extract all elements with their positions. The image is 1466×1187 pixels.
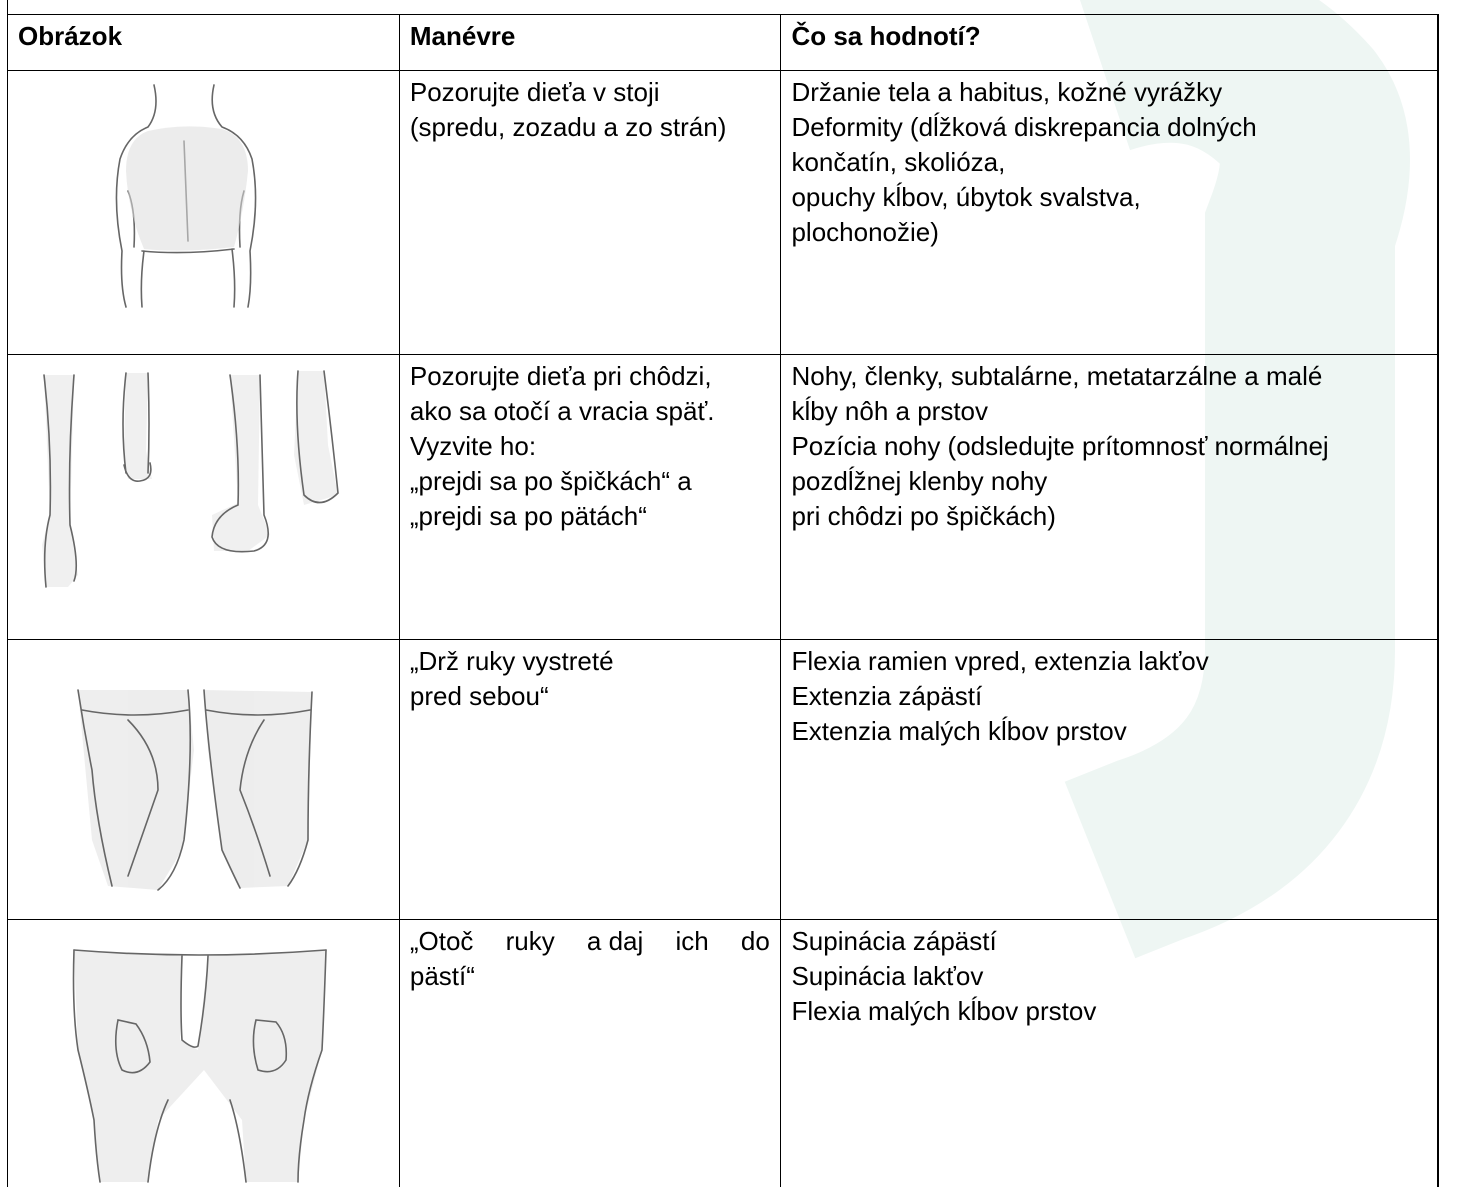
- header-maneuver: Manévre: [399, 15, 781, 71]
- header-evaluated: Čo sa hodnotí?: [781, 15, 1438, 71]
- maneuver-cell: [399, 355, 781, 640]
- evaluated-cell: [781, 71, 1438, 355]
- image-cell: [8, 355, 400, 640]
- evaluated-line: pozdĺžnej klenby nohy: [791, 466, 1048, 496]
- image-cell: [8, 640, 400, 920]
- maneuver-line: Pozorujte dieťa v stoji: [409, 77, 660, 107]
- exam-table: [7, 14, 1438, 1187]
- maneuver-cell: [399, 71, 781, 355]
- evaluated-line: opuchy kĺbov, úbytok svalstva,: [791, 182, 1141, 212]
- header-image: Obrázok: [8, 15, 400, 71]
- image-cell: [8, 71, 400, 355]
- maneuver-line: „prejdi sa po pätách“: [409, 501, 647, 531]
- hands-extended-icon: [8, 640, 390, 919]
- evaluated-cell: [781, 920, 1438, 1187]
- maneuver-line: (spredu, zozadu a zo strán): [409, 112, 727, 142]
- evaluated-line: Držanie tela a habitus, kožné vyrážky: [791, 77, 1223, 107]
- top-left-rule: [7, 0, 8, 14]
- maneuver-word: „Otoč: [409, 926, 474, 956]
- maneuver-word: ich: [675, 926, 709, 956]
- table-row: [8, 71, 1438, 355]
- maneuver-line: pästí“: [409, 961, 475, 991]
- evaluated-line: Deformity (dĺžková diskrepancia dolných: [791, 112, 1257, 142]
- child-back-standing-icon: [8, 71, 390, 354]
- evaluated-line: Supinácia zápästí: [791, 926, 997, 956]
- evaluated-line: pri chôdzi po špičkách): [791, 501, 1056, 531]
- maneuver-word: do: [740, 926, 770, 956]
- legs-feet-walking-icon: [8, 355, 390, 639]
- maneuver-line: „prejdi sa po špičkách“ a: [409, 466, 692, 496]
- maneuver-cell: [399, 640, 781, 920]
- maneuver-line: Vyzvite ho:: [409, 431, 537, 461]
- table-row: [8, 640, 1438, 920]
- evaluated-line: končatín, skolióza,: [791, 147, 1006, 177]
- image-cell: [8, 920, 400, 1187]
- maneuver-cell: [399, 920, 781, 1187]
- evaluated-cell: [781, 355, 1438, 640]
- evaluated-line: Extenzia zápästí: [791, 681, 983, 711]
- table-row: [8, 920, 1438, 1187]
- right-rule: [1438, 14, 1439, 1187]
- maneuver-line: [410, 924, 770, 959]
- maneuver-line: Pozorujte dieťa pri chôdzi,: [409, 361, 712, 391]
- maneuver-line: pred sebou“: [409, 681, 549, 711]
- hands-fists-icon: [8, 920, 390, 1187]
- maneuver-line: „Drž ruky vystreté: [409, 646, 614, 676]
- maneuver-line: ako sa otočí a vracia späť.: [409, 396, 715, 426]
- evaluated-line: Extenzia malých kĺbov prstov: [791, 716, 1127, 746]
- evaluated-cell: [781, 640, 1438, 920]
- table-row: [8, 355, 1438, 640]
- evaluated-line: kĺby nôh a prstov: [791, 396, 989, 426]
- evaluated-line: Flexia ramien vpred, extenzia lakťov: [791, 646, 1209, 676]
- maneuver-word: ruky: [505, 926, 555, 956]
- evaluated-line: Supinácia lakťov: [791, 961, 984, 991]
- maneuver-word: a daj: [586, 926, 644, 956]
- header-row: [8, 15, 1438, 71]
- evaluated-line: Nohy, členky, subtalárne, metatarzálne a malé: [791, 361, 1323, 391]
- evaluated-line: Pozícia nohy (odsledujte prítomnosť normálnej: [791, 431, 1329, 461]
- evaluated-line: Flexia malých kĺbov prstov: [791, 996, 1097, 1026]
- evaluated-line: plochonožie): [791, 217, 939, 247]
